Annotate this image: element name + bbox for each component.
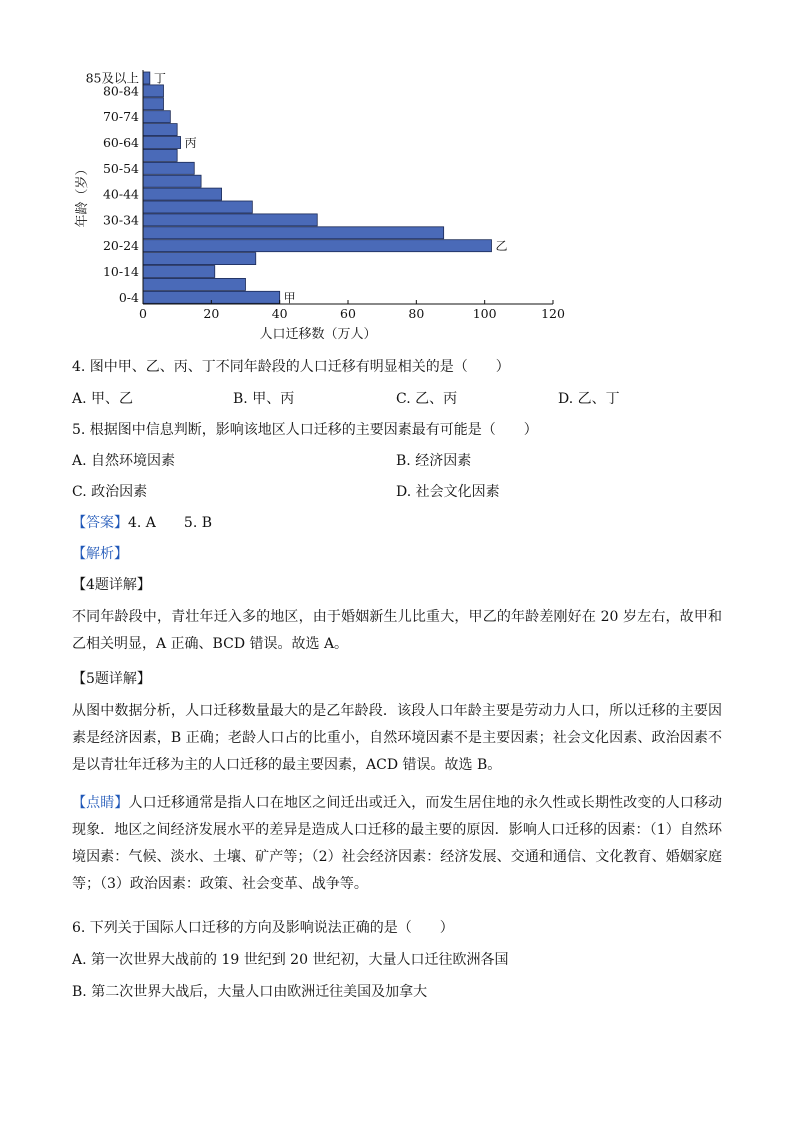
bar-15-19 (143, 253, 256, 265)
tip-paragraph (72, 790, 722, 898)
bar-60-64 (143, 137, 181, 149)
x-tick-label-40: 40 (271, 306, 288, 321)
bar-5-9 (143, 278, 246, 290)
x-tick-label-120: 120 (541, 306, 565, 321)
x-tick-label-20: 20 (203, 306, 220, 321)
q6-option-a[interactable]: A. 第一次世界大战前的 19 世纪到 20 世纪初，大量人口迁往欧洲各国 (72, 952, 509, 968)
category-label-40-44: 40-44 (102, 186, 139, 202)
y-axis-title (74, 162, 90, 227)
x-tick-label-60: 60 (340, 306, 356, 321)
q5-option-c[interactable]: C. 政治因素 (72, 484, 148, 500)
category-label-20-24: 20-24 (102, 238, 139, 254)
q4-option-c[interactable]: C. 乙、丙 (396, 391, 458, 407)
q4-option-b[interactable]: B. 甲、丙 (233, 391, 295, 407)
bar-55-59 (143, 149, 177, 161)
q5-option-a[interactable]: A. 自然环境因素 (72, 453, 176, 469)
q6-option-b[interactable]: B. 第二次世界大战后，大量人口由欧洲迁往美国及加拿大 (72, 984, 428, 1000)
category-label-0-4: 0-4 (118, 289, 139, 305)
annotation-20-24: 乙 (495, 239, 508, 254)
annotation-0-4: 甲 (283, 290, 296, 305)
bar-70-74 (143, 111, 170, 123)
q5-stem: 5. 根据图中信息判断，影响该地区人口迁移的主要因素最有可能是（ ） (72, 422, 538, 438)
tip-text: 人口迁移通常是指人口在地区之间迁出或迁入，而发生居住地的永久性或长期性改变的人口移动现象．地区之间经济发展水平的差异是造成人口迁移的最主要的原因．影响人口迁移的因素：（1）自然环境因素：气候、淡水、土壤、矿产等；（2）社会经济因素：经济发展、交通和通信、文化教育、婚姻家庭等；（3）政治因素：政策、社会变革、战争等。 (72, 795, 723, 892)
bar-65-69 (143, 124, 177, 136)
category-label-10-14: 10-14 (102, 264, 139, 279)
category-label-80-84: 80-84 (102, 83, 139, 99)
y-axis-label: 年龄（岁） (75, 162, 90, 228)
bar-85及以上 (143, 72, 150, 84)
detail5-heading: 【5题详解】 (72, 671, 151, 687)
x-tick-label-80: 80 (408, 306, 425, 321)
category-label-70-74: 70-74 (102, 109, 139, 125)
analysis-label: 【解析】 (72, 546, 128, 562)
answer-label: 【答案】 (72, 515, 128, 531)
detail5-text: 从图中数据分析，人口迁移数量最大的是乙年龄段．该段人口年龄主要是劳动力人口，所以迁移的主要因素是经济因素，B 正确；老龄人口占的比重小，自然环境因素不是主要因素；社会文化因素、政治因素不是以青壮年迁移为主的人口迁移的最主要因素，ACD 错误。故选 B。 (72, 703, 722, 773)
category-labels (86, 71, 139, 305)
bar-10-14 (143, 266, 215, 278)
bar-40-44 (143, 188, 222, 200)
annotation-85及以上: 丁 (153, 71, 166, 86)
bar-25-29 (143, 227, 444, 239)
q4-stem: 4. 图中甲、乙、丙、丁不同年龄段的人口迁移有明显相关的是（ ） (72, 359, 510, 375)
answer-text: 4. A 5. B (128, 515, 213, 531)
q4-option-a[interactable]: A. 甲、乙 (72, 391, 134, 407)
bar-30-34 (143, 214, 317, 226)
q5-option-d[interactable]: D. 社会文化因素 (396, 484, 500, 500)
q6-stem: 6. 下列关于国际人口迁移的方向及影响说法正确的是（ ） (72, 920, 454, 936)
q4-option-d[interactable]: D. 乙、丁 (558, 391, 620, 407)
q5-option-b[interactable]: B. 经济因素 (396, 453, 472, 469)
bars-group (143, 72, 492, 303)
detail4-heading: 【4题详解】 (72, 577, 151, 593)
detail4-text: 不同年龄段中，青壮年迁入多的地区，由于婚姻新生儿比重大，甲乙的年龄差刚好在 20 岁左右，故甲和乙相关明显，A 正确、BCD 错误。故选 A。 (72, 609, 722, 652)
x-axis-label: 人口迁移数（万人） (259, 327, 377, 342)
category-label-50-54: 50-54 (102, 160, 139, 176)
bar-50-54 (143, 162, 194, 174)
bar-75-79 (143, 98, 164, 110)
annotation-60-64: 丙 (184, 136, 197, 150)
x-tick-label-100: 100 (472, 306, 497, 321)
answer-line (72, 513, 212, 533)
bar-20-24 (143, 240, 492, 252)
bar-45-49 (143, 175, 201, 187)
population-migration-chart (0, 0, 794, 350)
tip-label: 【点睛】 (72, 795, 129, 811)
category-label-30-34: 30-34 (102, 212, 139, 228)
category-label-60-64: 60-64 (102, 135, 139, 150)
bar-35-39 (143, 201, 252, 213)
category-label-85及以上: 85及以上 (85, 70, 139, 86)
bar-80-84 (143, 85, 164, 97)
x-tick-label-0: 0 (139, 306, 147, 321)
